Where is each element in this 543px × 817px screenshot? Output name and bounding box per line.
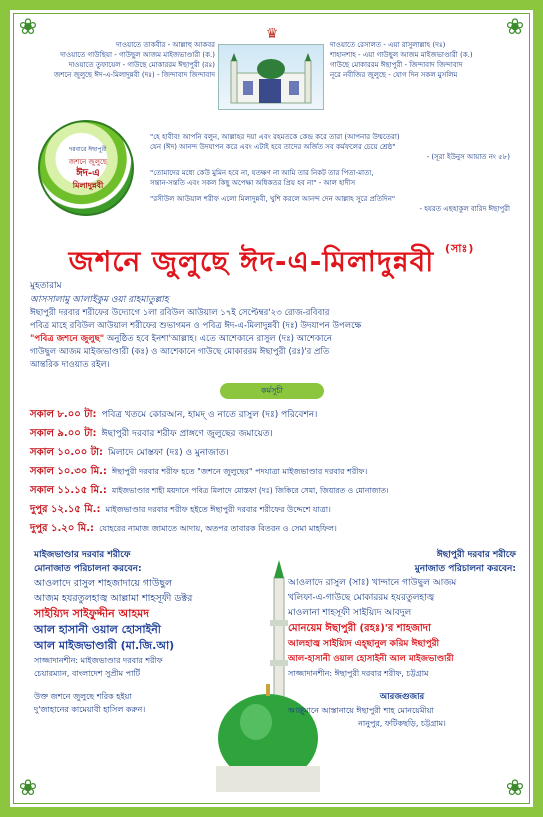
- right-name-red: আলহাজ্ব সাইয়্যিদ এহ্ছানুল করিম ঈছাপুরী: [288, 639, 440, 649]
- top-left-slogans: [40, 40, 215, 80]
- slogan-line: দাওয়াতে তাকবীর - আল্লাহু আকবর: [116, 41, 215, 49]
- left-line: সাজ্জাদানশীন: মাইজভাণ্ডার দরবার শরীফ: [34, 656, 163, 665]
- slogan-line: দাওয়াতে তুফায়েল - গাউছে মোকাররম ঈছাপুরী (রঃ): [68, 61, 215, 69]
- quotes-block: [150, 132, 510, 214]
- corner-ornament-icon: ❀: [18, 15, 38, 40]
- quote-line: "তোমাদের মধ্যে কেউ মুমিন হবে না, যতক্ষণ না আমি তার নিকট তার পিতা-মাতা,: [150, 169, 374, 177]
- right-line: আওলাদে রাসুল (সাঃ) খান্দানে গাউছুল আজম: [288, 578, 457, 588]
- greeting: আসসালামু আলাইকুম ওয়া রাহমাতুল্লাহ: [30, 295, 169, 305]
- mosque-photo: [218, 44, 324, 110]
- sponsor-line: নানুপুর, ফটিকছড়ি, চট্টগ্রাম।: [358, 719, 446, 728]
- logo-text: দরবারে ঈছাপুরী: [69, 146, 107, 153]
- slogan-line: দাওয়াতে রেসালত - এয়া রাসুলাল্লাহ (দঃ): [330, 41, 446, 49]
- schedule-time: সকাল ১১.১৫ মি.:: [30, 485, 107, 496]
- schedule-text: ঈছাপুরী দরবার শরীফ হতে "জশনে জুলুছের" পদযাত্রা মাইজভাণ্ডার দরবার শরীফ।: [112, 467, 368, 476]
- schedule-row: [30, 501, 331, 516]
- schedule-row: [30, 406, 317, 421]
- intro-line: ঈছাপুরী দরবার শরীফের উদ্যোগে ১লা রবিউল আউয়াল ১৭ই সেপ্টেম্বর'২৩ রোজ-রবিবার: [30, 308, 330, 318]
- right-name-red: আল-হাসানী ওয়াল হোসাইনী আল মাইজভাণ্ডারী: [288, 654, 454, 664]
- top-right-slogans: [330, 40, 510, 80]
- corner-ornament-icon: ❀: [18, 776, 38, 801]
- left-name-red: সাইয়্যিদ সাইফুদ্দীন আহমদ: [34, 607, 149, 620]
- quote-line: "হে হাবীব! আপনি বলুন, আল্লাহর দয়া এবং রহমতকে কেন্দ্র করে তারা (আপনার উম্মতেরা): [150, 133, 400, 141]
- title-suffix: (সাঃ): [444, 242, 475, 255]
- schedule-time: সকাল ১০.৩০ মি.:: [30, 466, 107, 477]
- schedule-text: মাইজভাণ্ডার শাহী ময়দানে পবিত্র মিলাদে মোস্তফা (দঃ) জিকিরে সেমা, জিয়ারত ও মোনাজাত।: [111, 486, 389, 495]
- slogan-line: দাওয়াতে গাউছিয়া - গাউছুল আজম মাইজভাণ্ডারী (ক.): [60, 51, 215, 59]
- intro-line: আন্তরিক দাওয়াত রইল।: [30, 360, 110, 370]
- left-name-blue: আল হাসানী ওয়াল হোসাইনী: [34, 623, 161, 636]
- schedule-row: [30, 463, 367, 478]
- slogan-line: শাহানশাহ - এয়া গাউছুল আজম মাইজভাণ্ডারী (ক.): [330, 51, 473, 59]
- left-line: চেয়ারম্যান, বাংলাদেশ সুপ্রীম পার্টি: [34, 669, 141, 678]
- logo-text: মিলাদুন্নবী: [72, 181, 104, 190]
- left-line: আওলাদে রাসুল শাহজাদায়ে গাউছুল: [34, 578, 173, 589]
- mosque-icon: [219, 45, 323, 109]
- left-name-blue: আল মাইজভাণ্ডারী (মা.জি.আ): [34, 639, 175, 652]
- slogan-line: গাউছে মোকাররম ঈছাপুরী - জিন্দাবাদ জিন্দাবাদ: [330, 61, 463, 69]
- schedule-text: মাইজভাণ্ডার দরবার শরীফ হইতে ঈছাপুরী দরবার শরীফের উদ্দেশে যাত্রা।: [105, 505, 331, 514]
- schedule-time: সকাল ১০.০০ টা:: [30, 447, 104, 458]
- sponsor-line: আঞ্জুমানে আস্তানায়ে ঈছাপুরী শাহ মোনয়েমীয়া: [288, 706, 434, 715]
- right-name-red: মোনয়েম ঈছাপুরী (রহঃ)'র শাহজাদা: [288, 623, 431, 634]
- closing-line: উক্ত জশনে জুলুছে শরিক হইয়া: [34, 692, 132, 701]
- schedule-text: পবিত্র খতমে কোরআন, হামদ্ ও নাতে রাসুল (দঃ) পরিবেশন।: [101, 410, 318, 420]
- corner-ornament-icon: ❀: [505, 15, 525, 40]
- schedule-row: [30, 520, 337, 535]
- quote-line: সন্তান-সন্ততি এবং সকল কিছু অপেক্ষা অধিকতর প্রিয় হব না" - আল হাদীস: [150, 179, 356, 187]
- quote-line: যেন (ঈদ) আনন্দ উদযাপন করে এবং এটাই হবে তাদের অর্জিত সব কর্মফলের চেয়ে শ্রেষ্ঠ": [150, 143, 396, 151]
- logo-text: ঈদ-এ: [76, 168, 100, 179]
- right-heading: ঈছাপুরী দরবার শরীফে: [436, 550, 516, 560]
- schedule-text: যোহরের নামাজ জামাতে আদায়, অতপর তাবারক বিতরন ও সেমা মাহফিল।: [99, 524, 337, 533]
- schedule-row: [30, 482, 389, 497]
- schedule-text: ঈছাপুরী দরবার শরীফ প্রাঙ্গণে জুলুছের জমায়েত।: [101, 429, 273, 439]
- schedule-time: সকাল ৯.০০ টা:: [30, 428, 97, 439]
- schedule-heading: কর্মসূচী: [220, 383, 324, 399]
- left-heading: মাইজভাণ্ডার দরবার শরীফে: [34, 550, 131, 560]
- sponsor-label: আরজগুজার: [379, 692, 425, 702]
- intro-line: পবিত্র মাহে রবিউল আউয়াল শরীফের শুভাগমন ও পবিত্র ঈদ-এ-মিলাদুন্নবী (দঃ) উদযাপন উপলক্ষে: [30, 321, 362, 331]
- salutation: মুহতারাম: [30, 281, 62, 291]
- logo-text: জশনে জুলুছে: [68, 158, 108, 166]
- schedule-row: [30, 425, 273, 440]
- crown-ornament-icon: ♛: [265, 26, 279, 42]
- intro-line: গাউছুল আজম মাইজভাণ্ডারী (কঃ) ও আশেকানে গাউছে মোকাররম ঈছাপুরী (রঃ)'র প্রতি: [30, 347, 330, 357]
- schedule-time: দুপুর ১২.১৫ মি.:: [30, 504, 101, 515]
- slogan-line: জশনে জুলুছে ঈদ-এ-মিলাদুন্নবী (দঃ) - জিন্দাবাদ জিন্দাবাদ: [53, 71, 215, 79]
- closing-line: দু'জাহানের কামেয়াবী হাসিল করুন।: [34, 705, 146, 714]
- quote-citation: - (সূরা ইউনুস আয়াত নং ৫৮): [426, 153, 510, 161]
- right-line: মাওলানা শাহসূফী সাইয়্যিদ আবদুল: [288, 608, 412, 618]
- title-text: জশনে জুলুছে ঈদ-এ-মিলাদুন্নবী: [68, 245, 435, 278]
- slogan-line: নূরে নবীজির জুলুছে - যোগ দিন সকল মুসলিম: [330, 71, 458, 79]
- intro-highlight: "পবিত্র জশনে জুলুছ": [30, 334, 105, 344]
- intro-line: অনুষ্ঠিত হবে ইনশা'আল্লাহ। এতে আশেকানে রাসুল (দঃ) আশেকানে: [106, 334, 332, 344]
- right-subheading: মুনাজাত পরিচালনা করবেন:: [414, 564, 516, 574]
- quote-citation: - হযরত এছহাকুল বারিদ ঈছাপুরী: [419, 205, 510, 213]
- right-officiant-block: [288, 548, 516, 730]
- left-line: আজম হযরতুলহাজ্ব আল্লামা শাহসূফী ডক্টর: [34, 593, 193, 604]
- schedule-text: মিলাদে মোস্তফা (দঃ) ও মুনাজাত।: [108, 448, 229, 458]
- event-logo: [38, 120, 134, 216]
- left-subheading: মোনাজাত পরিচালনা করবেন:: [34, 564, 142, 574]
- right-line: খলিফা-এ-গাউছে মোকাররম হযরতুলহাজ্ব: [288, 593, 435, 603]
- corner-ornament-icon: ❀: [505, 776, 525, 801]
- schedule-time: দুপুর ১.২০ মি.:: [30, 523, 95, 534]
- right-line: সাজ্জাদানশীন: ঈছাপুরী দরবার শরীফ, চট্টগ্রাম: [288, 669, 429, 678]
- quote-line: "রসীউল আউয়াল শরীফ এলো মিলাদুন্নবী, খুশি করলে আনন্দ দেন আল্লাহ সুরে প্রতিদিন": [150, 195, 396, 203]
- schedule-row: [30, 444, 229, 459]
- schedule-time: সকাল ৮.০০ টা:: [30, 409, 97, 420]
- intro-block: [30, 280, 515, 372]
